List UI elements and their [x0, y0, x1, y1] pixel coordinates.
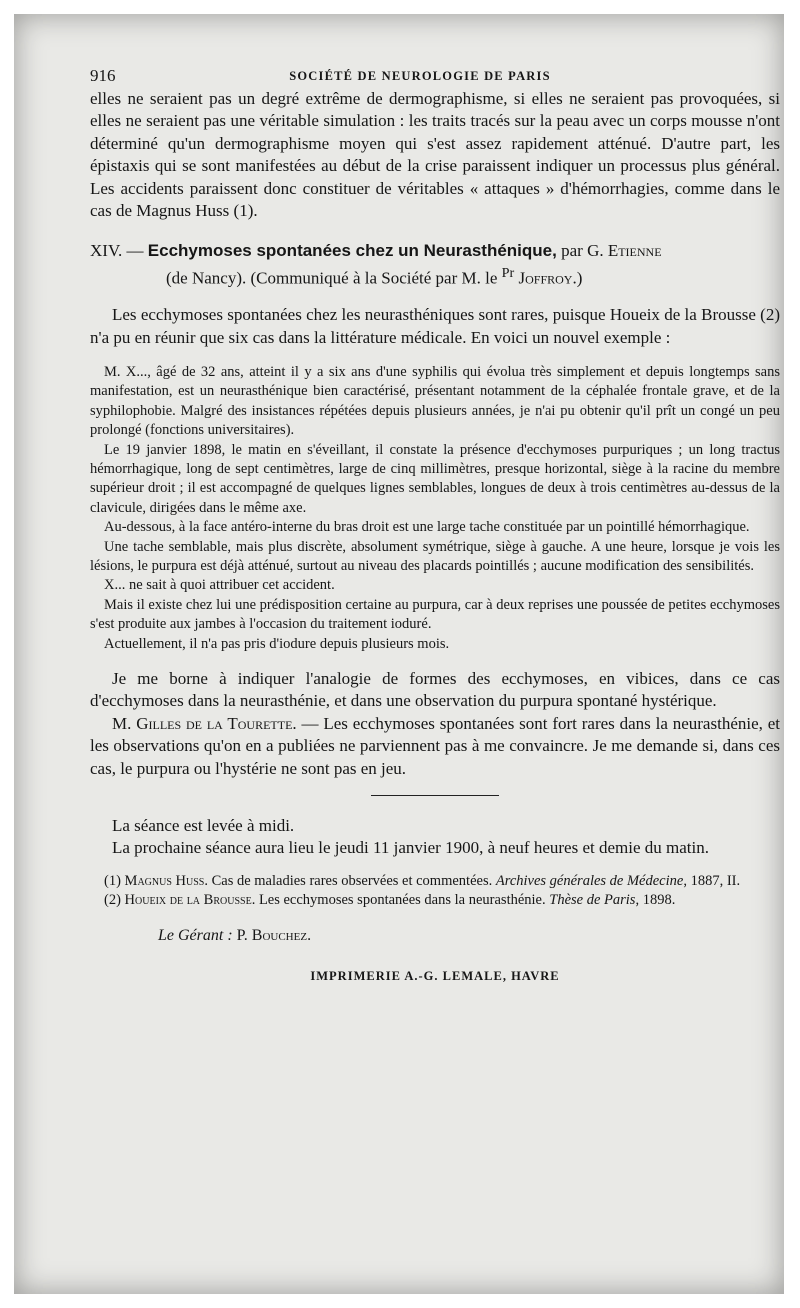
observation-paragraph: Une tache semblable, mais plus discrète, absolument symétrique, siège à gauche. A une heure, lorsque je vois les lésions, le purpura est déjà atténué, surtout au niveau des placards pointillés ; aucune modification des sensibilités. — [90, 538, 780, 574]
section-title: Ecchymoses spontanées chez un Neurasthénique, — [147, 241, 557, 261]
next-session: La prochaine séance aura lieu le jeudi 11 janvier 1900, à neuf heures et demie du matin. — [112, 838, 709, 858]
session-adjourned: La séance est levée à midi. — [112, 816, 295, 836]
footnote-journal: Thèse de Paris — [549, 892, 636, 909]
footnote — [90, 872, 780, 892]
manager-label: Le Gérant : — [158, 926, 233, 944]
footnote-author: Houeix de la Brousse — [124, 892, 252, 909]
manager-initial: P. — [236, 926, 248, 944]
footnote-journal: Archives générales de Médecine — [495, 872, 684, 889]
section-by: par G. — [561, 241, 604, 261]
intro-paragraph-text: Les ecchymoses spontanées chez les neurasthéniques sont rares, puisque Houeix de la Brousse (2) n'a pu en réunir que six cas dans la littérature médicale. En voici un nouvel exemple : — [90, 305, 780, 347]
footnote-text: . Les ecchymoses spontanées dans la neurasthénie. — [251, 892, 546, 909]
observation-paragraph: Actuellement, il n'a pas pris d'iodure depuis plusieurs mois. — [104, 635, 450, 652]
footnote-marker: (1) — [104, 872, 121, 889]
conclusion-block — [90, 668, 780, 780]
manager-name: Bouchez — [251, 926, 308, 944]
discussion-speaker: Gilles de la Tourette — [136, 713, 293, 733]
footnote-marker: (2) — [104, 892, 121, 909]
intro-paragraph — [90, 304, 780, 349]
observation-block — [90, 363, 780, 654]
discussion-prefix: M. — [112, 713, 132, 733]
footnote — [90, 891, 780, 911]
footnote-text: . Cas de maladies rares observées et commentées. — [204, 872, 493, 889]
footnote-tail: , 1887, II. — [683, 872, 741, 889]
separator-rule — [371, 795, 499, 796]
footnote-tail: , 1898. — [635, 892, 676, 909]
footnote-author: Magnus Huss — [124, 872, 205, 889]
opening-paragraph — [90, 88, 780, 222]
footnotes — [90, 872, 780, 911]
section-number: XIV. — — [90, 241, 144, 261]
observation-paragraph: X... ne sait à quoi attribuer cet accident. — [104, 577, 335, 594]
section-heading — [90, 240, 780, 290]
page-content — [90, 54, 780, 984]
section-author: Etienne — [607, 241, 662, 261]
section-pr: Pr — [501, 265, 515, 282]
closing-block — [90, 815, 780, 860]
observation-paragraph: M. X..., âgé de 32 ans, atteint il y a six ans d'une syphilis qui évolua très simplement et depuis longtemps sans manifestation, est un neurasthénique bien caractérisé, présentant notamment de la céphalée frontale grave, et de la syphilophobie. Malgré des insistances répétées depuis plusieurs années, je n'ai pu obtenir qu'il prît un congé un peu prolongé (fonctions universitaires). — [90, 363, 780, 439]
observation-paragraph: Le 19 janvier 1898, le matin en s'éveillant, il constate la présence d'ecchymoses purpuriques ; un long tractus hémorrhagique, long de sept centimètres, large de cinq millimètres, presque horizontal, siège à la racine du membre supérieur droit ; il est accompagné de quelques lignes semblables, longues de deux à trois centimètres au-dessus de la clavicule, dirigées dans le même axe. — [90, 441, 780, 516]
section-affiliation: (de Nancy). (Communiqué à la Société par M. le — [166, 269, 498, 289]
manager-signature — [90, 927, 780, 945]
printer-imprint: IMPRIMERIE A.-G. LEMALE, HAVRE — [310, 968, 560, 983]
section-closing: .) — [572, 269, 583, 289]
conclusion-paragraph: Je me borne à indiquer l'analogie de formes des ecchymoses, en vibices, dans ce cas d'ecchymoses dans la neurasthénie, et dans une observation du purpura spontané hystérique. — [90, 669, 780, 711]
discussion-text: . — Les ecchymoses spontanées sont fort rares dans la neurasthénie, et les observations qu'on en a publiées ne parviennent pas à me convaincre. Je me demande si, dans ces cas, le purpura ou l'hystérie ne sont pas en jeu. — [90, 713, 780, 778]
observation-paragraph: Au-dessous, à la face antéro-interne du bras droit est une large tache constituée par un pointillé hémorrhagique. — [104, 519, 750, 536]
observation-paragraph: Mais il existe chez lui une prédisposition certaine au purpura, car à deux reprises une poussée de petites ecchymoses s'est produite aux jambes à l'occasion du traitement ioduré. — [90, 596, 780, 633]
section-presenter: Joffroy — [518, 269, 573, 289]
page-number: 916 — [90, 66, 116, 85]
opening-paragraph-text: elles ne seraient pas un degré extrême de dermographisme, si elles ne seraient pas provoquées, si elles ne seraient pas une véritable simulation : les traits tracés sur la peau avec un corps mousse n'ont déterminé qu'un dermographisme moyen qui s'est assez rapidement atténué. D'autre part, les épistaxis qui se sont manifestées au début de la crise paraissent indiquer un processus plus général. Les accidents paraissent donc constituer de véritables « attaques » d'hémorrhagies, comme dans le cas de Magnus Huss (1). — [90, 89, 780, 221]
running-title: SOCIÉTÉ DE NEUROLOGIE DE PARIS — [289, 69, 551, 83]
running-header — [90, 54, 780, 88]
scanned-page — [14, 14, 784, 1294]
discussion-paragraph — [90, 713, 780, 780]
manager-tail: . — [307, 926, 312, 944]
